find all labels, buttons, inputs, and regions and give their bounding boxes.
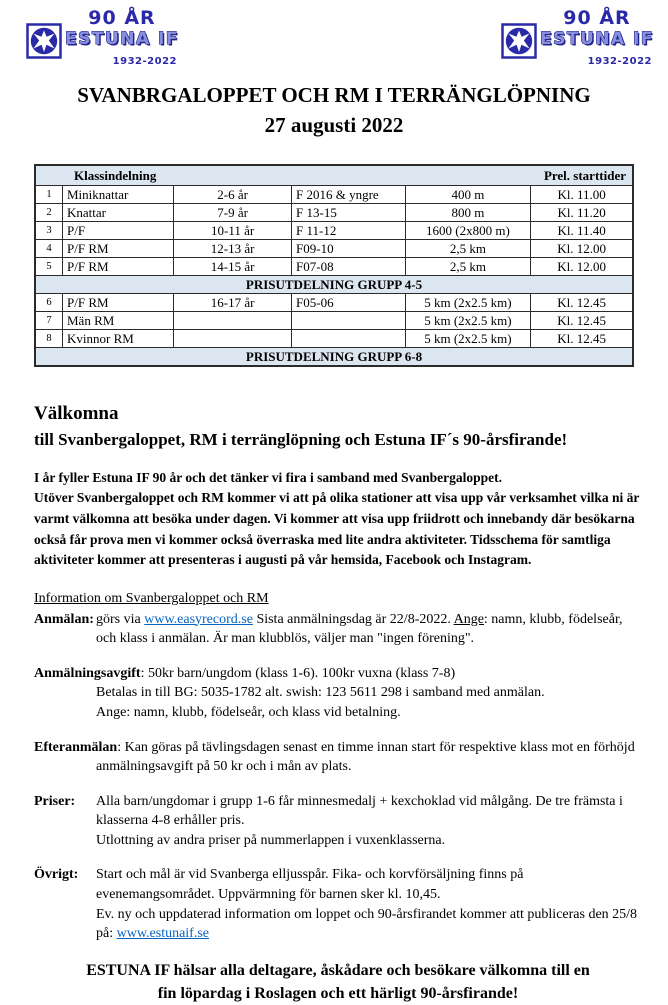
table-cell: Kl. 11.20 [531,204,633,222]
prize-banner-row [35,348,633,367]
table-cell: 12-13 år [174,240,292,258]
page-title [0,81,668,140]
table-cell: 2,5 km [405,240,531,258]
table-cell: Kl. 11.40 [531,222,633,240]
logo-club-label: ESTUNA IF [540,28,654,49]
efteranmalan-block [34,738,642,777]
logos-row [0,0,668,67]
priser-line1: Alla barn/ungdomar i grupp 1-6 får minnesmedalj + kexchoklad vid målgång. De tre främsta i klasserna 4-8 erhåller pris. [96,793,623,829]
ovrigt-content [96,865,642,943]
table-cell: Kl. 12.45 [531,330,633,348]
table-cell [174,312,292,330]
table-cell: F05-06 [292,294,406,312]
table-cell: P/F [63,222,174,240]
footer-line1: ESTUNA IF hälsar alla deltagare, åskådare och besökare välkomna till en [86,961,590,979]
ovrigt-line1: Start och mål är vid Svanberga elljusspår. Fika- och korvförsäljning finns på evenemangsområdet. Uppvärmning för barnen sker kl. 10,45. [96,867,524,903]
prize-banner-cell: PRISUTDELNING GRUPP 6-8 [35,348,633,367]
table-row [35,330,633,348]
priser-line2: Utlottning av andra priser på nummerlappen i vuxenklasserna. [96,832,446,848]
welcome-subheading: till Svanbergaloppet, RM i terränglöpning och Estuna IF´s 90-årsfirande! [34,429,568,449]
anmalan-text-post: : namn, klubb, födelseår, och klass i anmälan. Är man klubblös, väljer man "ingen förening". [96,611,623,647]
table-cell: 6 [35,294,63,312]
table-cell: F 13-15 [292,204,406,222]
table-cell [292,312,406,330]
table-cell: F09-10 [292,240,406,258]
welcome-paragraph-line1: I år fyller Estuna IF 90 år och det tänker vi fira i samband med Svanbergaloppet. [34,469,503,485]
anmalan-text-pre: görs via [96,611,145,627]
logo-years-label: 90 ÅR [563,7,631,29]
anmalan-content [96,610,642,649]
priser-block [34,792,642,851]
logo-anniversary-label: 1932-2022 [587,56,652,68]
table-cell: Kl. 12.00 [531,258,633,276]
club-logo-left [26,8,179,67]
ovrigt-line2-pre: Ev. ny och uppdaterad information om loppet och 90-årsfirandet kommer att publiceras den 25/8 på: [96,906,638,942]
logo-text [65,8,179,67]
avgift-label: Anmälningsavgift [34,665,141,681]
table-cell: 800 m [405,204,531,222]
table-cell: Kl. 11.00 [531,186,633,204]
efteranmalan-text: : Kan göras på tävlingsdagen senast en timme innan start för respektive klass mot en förhöjd anmälningsavgift på 50 kr och i mån av plats. [96,739,635,775]
table-cell: 10-11 år [174,222,292,240]
table-cell: 5 [35,258,63,276]
table-cell: Miniknattar [63,186,174,204]
logo-anniversary-label: 1932-2022 [112,56,177,68]
table-cell: F 11-12 [292,222,406,240]
estuna-if-bird-shield-icon [26,23,62,59]
table-cell [174,330,292,348]
easyrecord-link[interactable]: www.easyrecord.se [144,611,253,627]
table-cell: 2 [35,204,63,222]
table-cell: 8 [35,330,63,348]
table-row [35,204,633,222]
footer-message [34,959,642,1005]
anmalan-text-mid: Sista anmälningsdag är 22/8-2022. [252,611,454,627]
anmalan-block [34,610,642,649]
table-cell: F 2016 & yngre [292,186,406,204]
table-cell: Kl. 12.00 [531,240,633,258]
table-cell: 2-6 år [174,186,292,204]
anmalan-label: Anmälan: [34,611,94,627]
table-header-right: Prel. starttider [543,167,626,183]
anmalan-ange-underlined: Ange [453,611,484,627]
logo-text [540,8,654,67]
estunaif-link[interactable]: www.estunaif.se [116,926,210,942]
table-cell: 3 [35,222,63,240]
table-cell: 5 km (2x2.5 km) [405,330,531,348]
table-cell: Män RM [63,312,174,330]
table-row [35,294,633,312]
table-row [35,186,633,204]
main-content [0,403,668,1005]
logo-years-label: 90 ÅR [88,7,156,29]
ovrigt-block [34,865,642,943]
avgift-text: : 50kr barn/ungdom (klass 1-6). 100kr vuxna (klass 7-8) [140,665,456,681]
welcome-heading: Välkomna [34,403,119,425]
table-cell: 14-15 år [174,258,292,276]
table-cell: 7 [35,312,63,330]
table-cell: 16-17 år [174,294,292,312]
prize-banner-cell: PRISUTDELNING GRUPP 4-5 [35,276,633,294]
table-cell: 1600 (2x800 m) [405,222,531,240]
club-logo-right [501,8,654,67]
page-title-line2: 27 augusti 2022 [264,112,404,137]
logo-club-label: ESTUNA IF [65,28,179,49]
table-row [35,258,633,276]
table-cell: P/F RM [63,294,174,312]
table-cell: Kvinnor RM [63,330,174,348]
table-cell: Knattar [63,204,174,222]
avgift-block [34,664,642,684]
class-table-body [35,165,633,366]
table-row [35,222,633,240]
avgift-line2: Betalas in till BG: 5035-1782 alt. swish: 123 5611 298 i samband med anmälan. [96,685,545,701]
ovrigt-label: Övrigt: [34,867,79,883]
table-row [35,312,633,330]
table-cell: 4 [35,240,63,258]
welcome-paragraph [34,468,642,571]
table-cell: 2,5 km [405,258,531,276]
table-cell: Kl. 12.45 [531,294,633,312]
welcome-paragraph-line2: Utöver Svanbergaloppet och RM kommer vi att på olika stationer att visa upp vår verksamhet vilka ni är varmt välkomna att besöka under dagen. Vi kommer att visa upp friidrott och innebandy där besökarna också får prova men vi kommer också överraska med lite andra aktiviteter. Tidsschema för samtliga aktiviteter kommer att presenteras i augusti på vår hemsida, Facebook och Instagram. [34,490,640,568]
table-cell: 7-9 år [174,204,292,222]
estuna-if-bird-shield-icon [501,23,537,59]
table-header-row [35,165,633,186]
table-header-left: Klassindelning [74,167,157,183]
table-cell: Kl. 12.45 [531,312,633,330]
footer-line2: fin löpardag i Roslagen och ett härligt 90-årsfirande! [157,985,519,1003]
table-cell: 400 m [405,186,531,204]
avgift-details [96,683,642,722]
table-cell [292,330,406,348]
table-cell: 5 km (2x2.5 km) [405,312,531,330]
efteranmalan-label: Efteranmälan [34,739,118,755]
table-header-cell [35,165,633,186]
info-section-title: Information om Svanbergaloppet och RM [34,590,269,606]
class-schedule-table [34,164,634,367]
priser-label: Priser: [34,793,76,809]
page-title-line1: SVANBRGALOPPET OCH RM I TERRÄNGLÖPNING [77,83,591,108]
table-row [35,240,633,258]
table-cell: P/F RM [63,258,174,276]
priser-content [96,792,642,851]
table-cell: 5 km (2x2.5 km) [405,294,531,312]
prize-banner-row [35,276,633,294]
table-cell: F07-08 [292,258,406,276]
table-cell: 1 [35,186,63,204]
avgift-line3: Ange: namn, klubb, födelseår, och klass vid betalning. [96,704,401,720]
table-cell: P/F RM [63,240,174,258]
